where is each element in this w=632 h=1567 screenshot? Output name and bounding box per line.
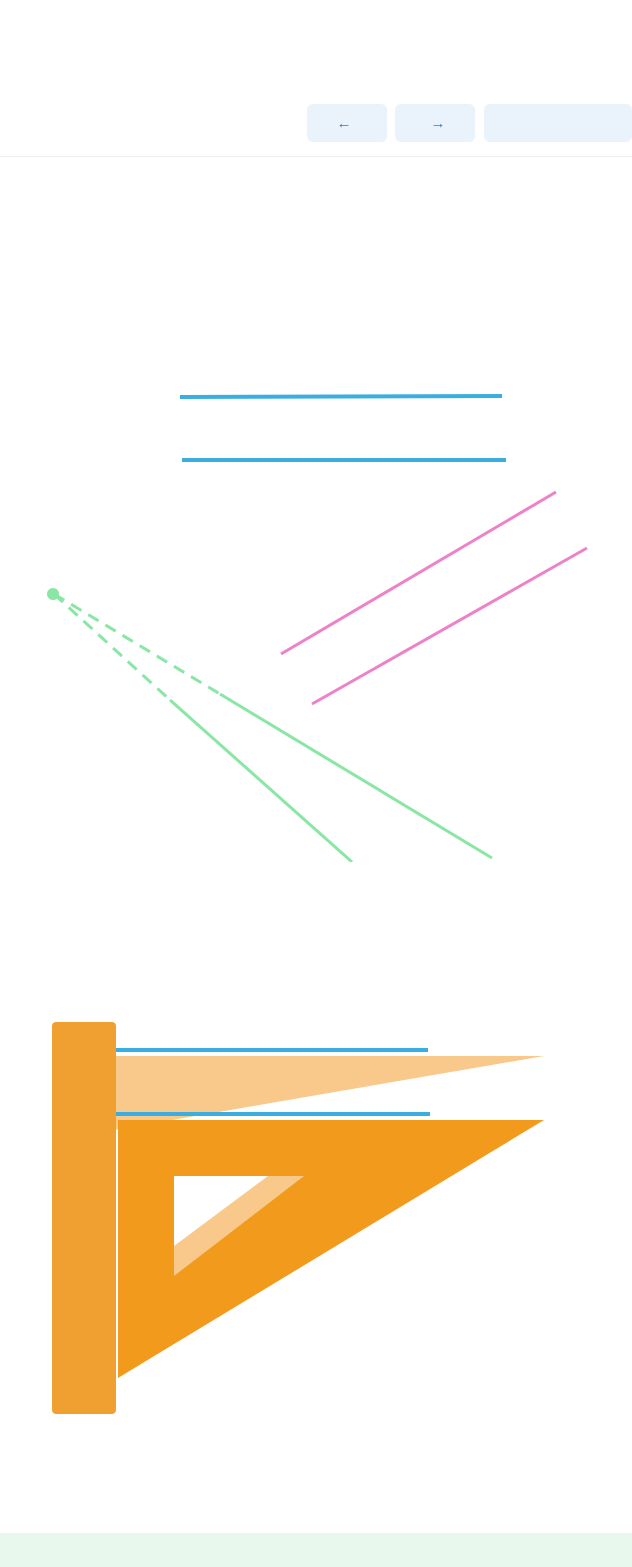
header-divider — [0, 156, 632, 157]
line-c — [170, 700, 352, 862]
all-exercises-button[interactable] — [484, 104, 632, 142]
point-D — [47, 588, 59, 600]
figure-ruler-and-triangle — [0, 1010, 632, 1420]
line-k — [281, 492, 556, 654]
line-a — [180, 396, 502, 397]
figure-parallel-lines — [0, 330, 632, 862]
arrow-right-icon: → — [430, 114, 446, 132]
line-d-dashed — [54, 594, 220, 694]
ruler — [52, 1022, 116, 1414]
triangle-light — [114, 1056, 544, 1130]
final-answer — [0, 1533, 632, 1567]
arrow-left-icon: ← — [336, 114, 352, 132]
line-c-dashed — [54, 594, 170, 700]
next-exercise-button[interactable] — [395, 104, 475, 142]
line-d — [220, 694, 492, 858]
line-m — [312, 548, 587, 704]
prev-exercise-button[interactable] — [307, 104, 387, 142]
